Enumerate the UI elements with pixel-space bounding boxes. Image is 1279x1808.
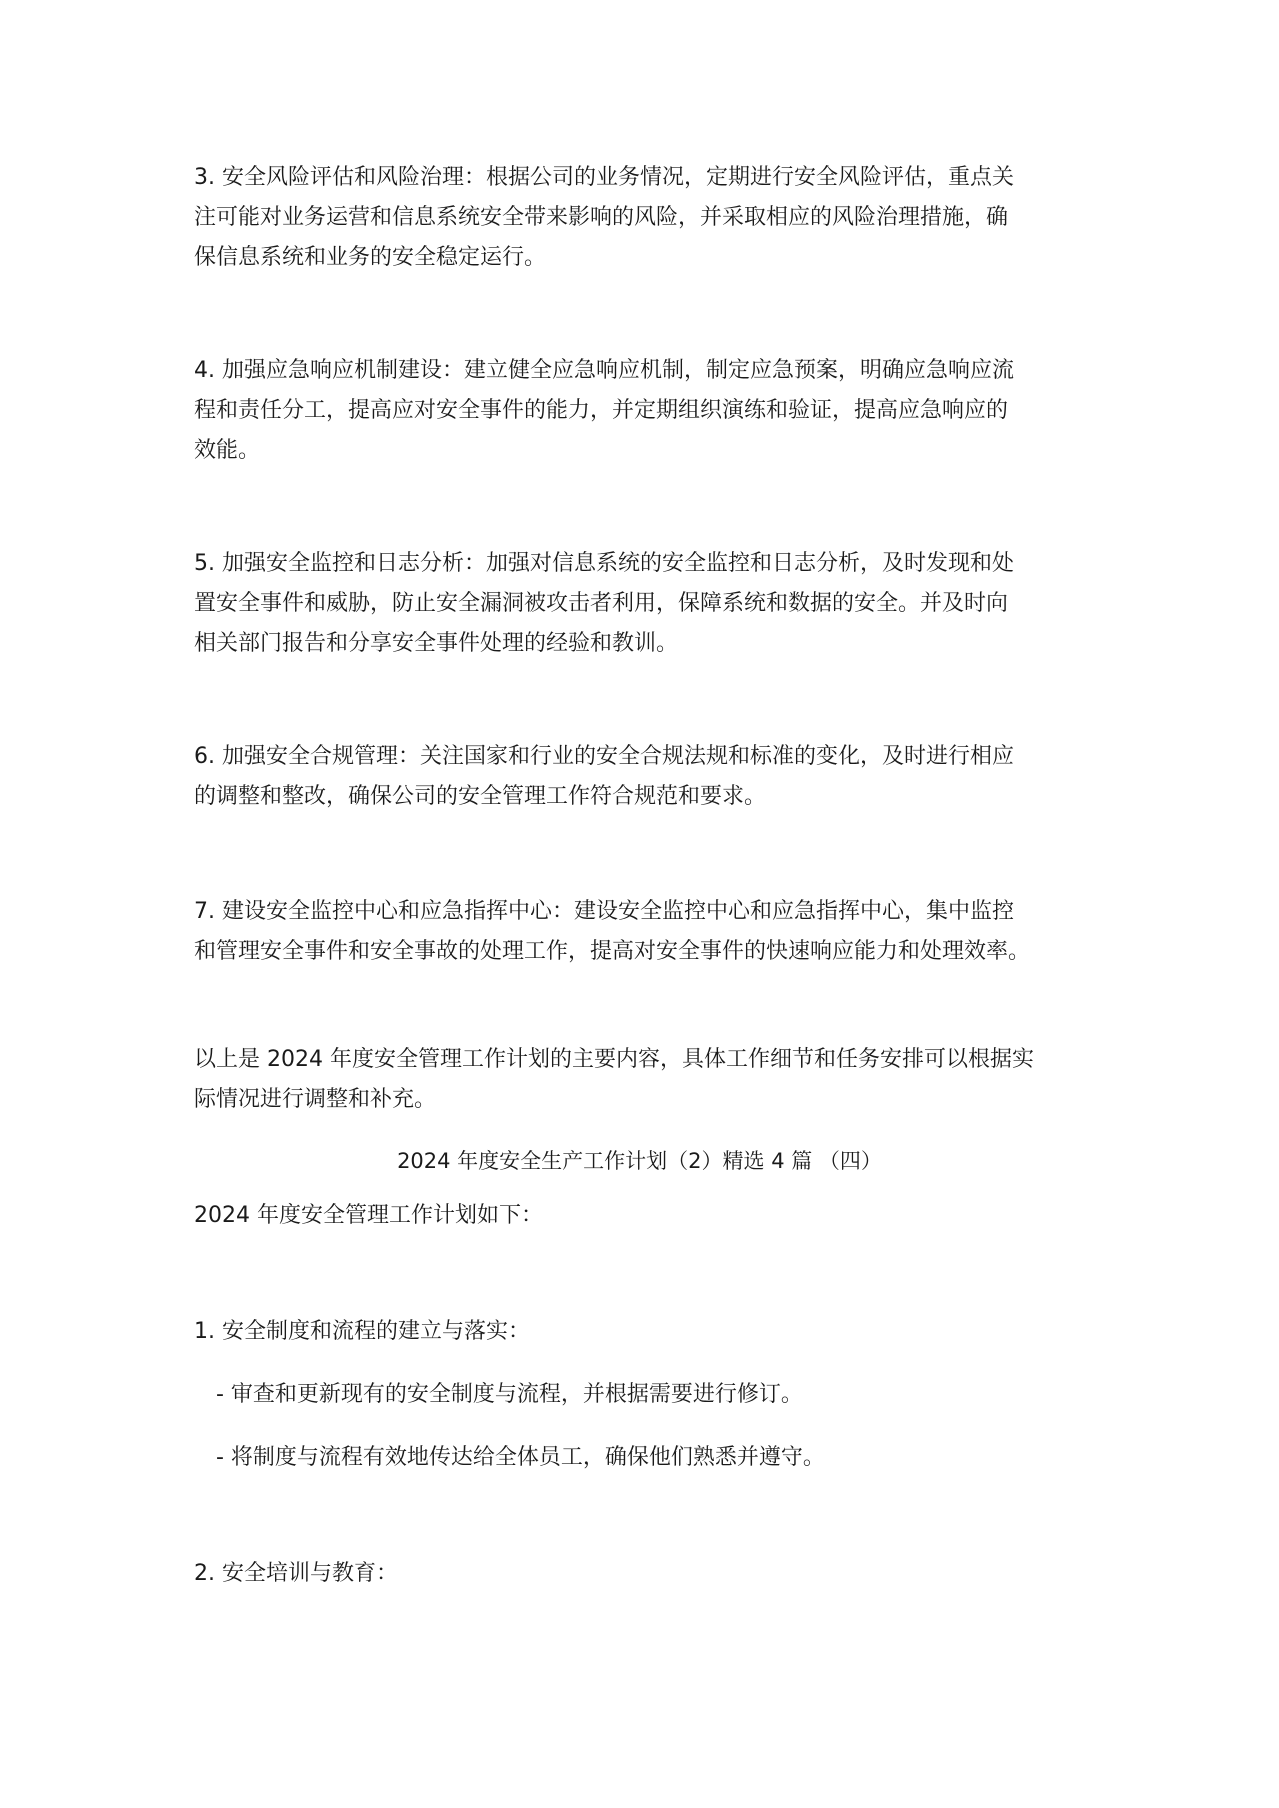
intro-line: 2024 年度安全管理工作计划如下： xyxy=(194,1203,543,1228)
text-line: 3. 安全风险评估和风险治理：根据公司的业务情况，定期进行安全风险评估，重点关 xyxy=(194,165,1014,190)
item-1-bullet: - 审查和更新现有的安全制度与流程，并根据需要进行修订。 xyxy=(216,1382,803,1407)
text-line: 保信息系统和业务的安全稳定运行。 xyxy=(194,245,547,270)
text-line: 效能。 xyxy=(194,438,261,463)
item-1-title: 1. 安全制度和流程的建立与落实： xyxy=(194,1319,530,1344)
paragraph-item-5 xyxy=(194,544,1094,664)
paragraph-item-7 xyxy=(194,892,1094,972)
text-line: 的调整和整改，确保公司的安全管理工作符合规范和要求。 xyxy=(194,784,767,809)
text-line: 置安全事件和威胁，防止安全漏洞被攻击者利用，保障系统和数据的安全。并及时向 xyxy=(194,591,1009,616)
text-line: 以上是 2024 年度安全管理工作计划的主要内容，具体工作细节和任务安排可以根据实 xyxy=(194,1047,1034,1072)
text-line: 相关部门报告和分享安全事件处理的经验和教训。 xyxy=(194,631,679,656)
item-2-title: 2. 安全培训与教育： xyxy=(194,1561,398,1586)
paragraph-item-3 xyxy=(194,158,1094,278)
text-line: 注可能对业务运营和信息系统安全带来影响的风险，并采取相应的风险治理措施，确 xyxy=(194,205,1009,230)
section-heading: 2024 年度安全生产工作计划（2）精选 4 篇 （四） xyxy=(397,1149,882,1173)
text-line: 和管理安全事件和安全事故的处理工作，提高对安全事件的快速响应能力和处理效率。 xyxy=(194,939,1031,964)
text-line: 6. 加强安全合规管理：关注国家和行业的安全合规法规和标准的变化，及时进行相应 xyxy=(194,744,1014,769)
text-line: 际情况进行调整和补充。 xyxy=(194,1087,437,1112)
text-line: 4. 加强应急响应机制建设：建立健全应急响应机制，制定应急预案，明确应急响应流 xyxy=(194,358,1014,383)
paragraph-item-4 xyxy=(194,351,1094,471)
summary-paragraph xyxy=(194,1040,1094,1120)
text-line: 程和责任分工，提高应对安全事件的能力，并定期组织演练和验证，提高应急响应的 xyxy=(194,398,1009,423)
item-1-bullet: - 将制度与流程有效地传达给全体员工，确保他们熟悉并遵守。 xyxy=(216,1445,825,1470)
text-line: 7. 建设安全监控中心和应急指挥中心：建设安全监控中心和应急指挥中心，集中监控 xyxy=(194,899,1014,924)
text-line: 5. 加强安全监控和日志分析：加强对信息系统的安全监控和日志分析，及时发现和处 xyxy=(194,551,1014,576)
paragraph-item-6 xyxy=(194,737,1094,817)
